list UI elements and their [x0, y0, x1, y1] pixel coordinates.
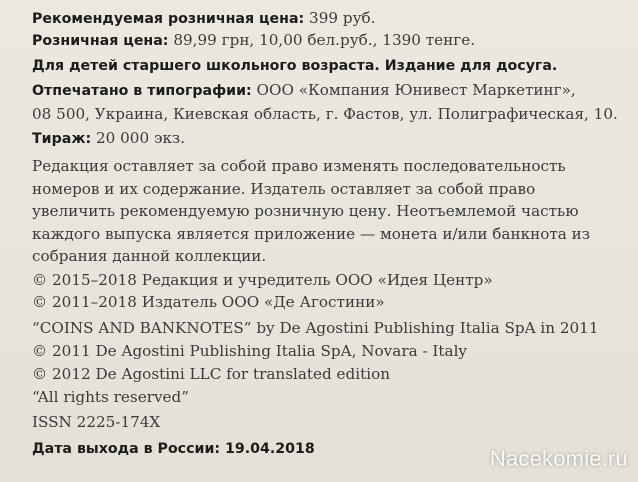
- retail-price-label: Розничная цена:: [32, 33, 169, 49]
- recommended-price-value: 399 руб.: [309, 9, 376, 27]
- copyright-italia: © 2011 De Agostini Publishing Italia SpA, Novara - Italy: [32, 342, 468, 360]
- copyright-llc: © 2012 De Agostini LLC for translated edition: [32, 365, 391, 383]
- printed-address: 08 500, Украина, Киевская область, г. Фастов, ул. Полиграфическая, 10.: [32, 105, 618, 123]
- printed-line: [32, 80, 576, 101]
- retail-price-line: [32, 30, 475, 51]
- release-date-line: [32, 438, 315, 459]
- retail-price-value: 89,99 грн, 10,00 бел.руб., 1390 тенге.: [173, 31, 476, 49]
- site-watermark: Nacekomie.ru: [489, 446, 628, 471]
- recommended-price-line: [32, 8, 376, 29]
- editorial-note: Редакция оставляет за собой право изменять последовательность номеров и их содержание. Издатель оставляет за собой право увеличить рекомендуемую розничную цену. Неотъемлемой частью каждого выпуска является приложение — монета и/или банкнота из собрания данной коллекции.: [32, 157, 591, 265]
- recommended-price-label: Рекомендуемая розничная цена:: [32, 11, 305, 27]
- english-title: “COINS AND BANKNOTES” by De Agostini Publishing Italia SpA in 2011: [32, 319, 599, 337]
- print-run-value: 20 000 экз.: [95, 129, 186, 147]
- all-rights-reserved: “All rights reserved”: [32, 388, 190, 406]
- printed-value: ООО «Компания Юнивест Маркетинг»,: [256, 81, 576, 99]
- printed-label: Отпечатано в типографии:: [32, 83, 252, 99]
- age-note: Для детей старшего школьного возраста. Издание для досуга.: [32, 58, 558, 74]
- copyright-idea-center: © 2015–2018 Редакция и учредитель ООО «Идея Центр»: [32, 271, 493, 289]
- copyright-de-agostini: © 2011–2018 Издатель ООО «Де Агостини»: [32, 293, 385, 311]
- print-run-line: [32, 128, 185, 149]
- print-run-label: Тираж:: [32, 131, 92, 147]
- age-note-line: [32, 55, 557, 76]
- issn: ISSN 2225-174X: [32, 413, 161, 431]
- release-date: Дата выхода в России: 19.04.2018: [32, 441, 315, 457]
